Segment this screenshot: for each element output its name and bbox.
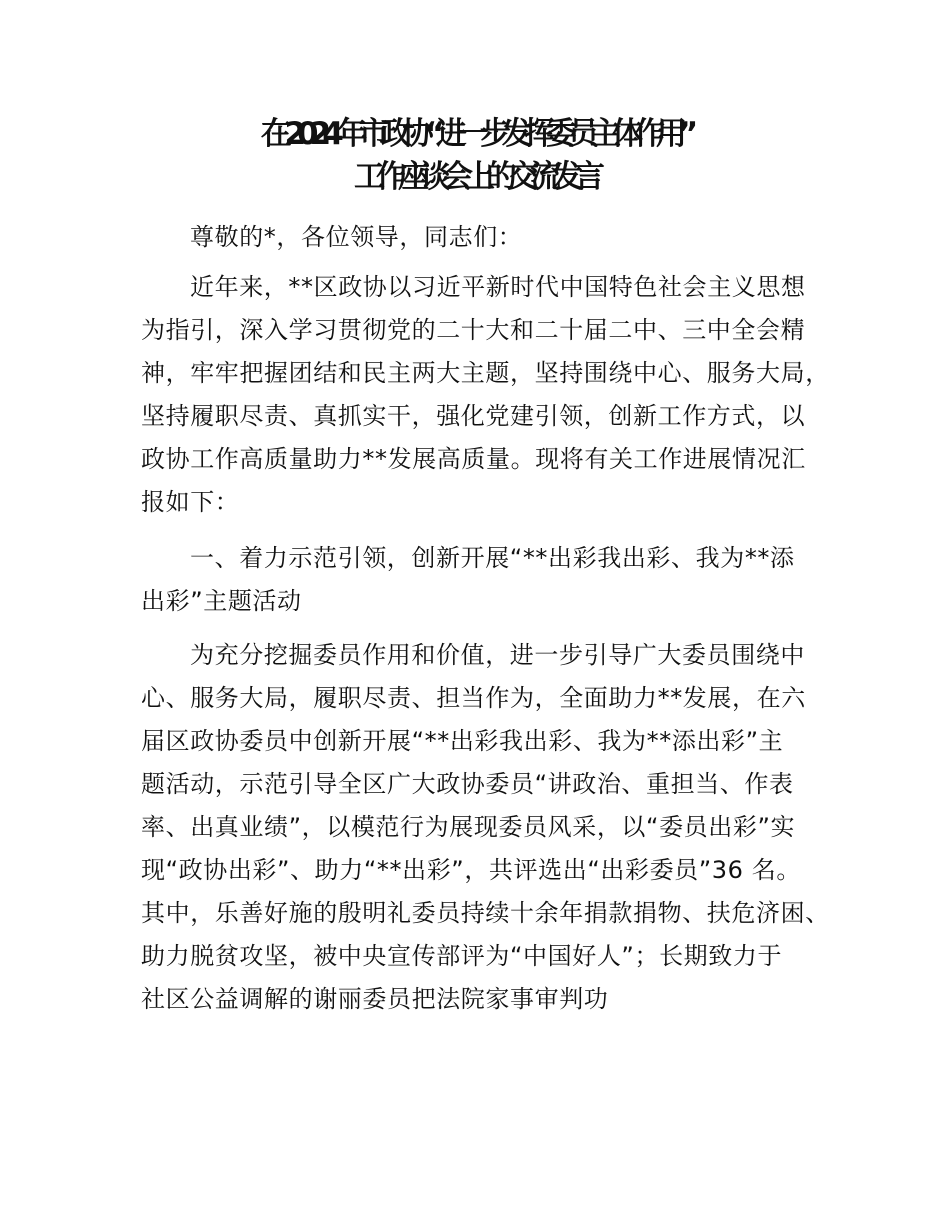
paragraph-2-line: 现“政协出彩”、助力“**出彩”，共评选出“出彩委员”36 名。: [141, 856, 801, 884]
section-heading-line: 出彩”主题活动: [141, 587, 302, 615]
paragraph-1-line: 坚持履职尽责、真抓实干，强化党建引领，创新工作方式，以: [141, 402, 806, 430]
paragraph-1-line: 近年来，**区政协以习近平新时代中国特色社会主义思想: [190, 273, 806, 301]
document-title-line-2: 工作座谈会上的交流发言: [354, 159, 596, 195]
paragraph-2-line: 心、服务大局，履职尽责、担当作为，全面助力**发展，在六: [141, 684, 806, 712]
paragraph-2-line: 其中，乐善好施的殷明礼委员持续十余年捐款捐物、扶危济困、: [141, 899, 830, 927]
paragraph-2-line: 题活动，示范引导全区广大政协委员“讲政治、重担当、作表: [141, 770, 794, 798]
paragraph-2-line: 助力脱贫攻坚，被中央宣传部评为“中国好人”；长期致力于: [141, 942, 783, 970]
paragraph-2-line: 为充分挖掘委员作用和价值，进一步引导广大委员围绕中: [190, 641, 805, 669]
paragraph-2-line: 率、出真业绩”，以模范行为展现委员风采，以“委员出彩”实: [141, 813, 796, 841]
document-title-line-1: 在 2024 年市政协“进一步发挥委员主体作用”: [260, 116, 690, 152]
paragraph-1-line: 政协工作高质量助力**发展高质量。现将有关工作进展情况汇: [141, 445, 806, 473]
paragraph-1-line: 神，牢牢把握团结和民主两大主题，坚持围绕中心、服务大局，: [141, 359, 830, 387]
paragraph-2-line: 社区公益调解的谢丽委员把法院家事审判功: [141, 985, 609, 1013]
paragraph-1-line: 报如下：: [141, 488, 240, 516]
salutation: 尊敬的*，各位领导，同志们：: [190, 223, 523, 251]
section-heading-line: 一、着力示范引领，创新开展“**出彩我出彩、我为**添: [190, 544, 795, 572]
paragraph-2-line: 届区政协委员中创新开展“**出彩我出彩、我为**添出彩”主: [141, 727, 784, 755]
paragraph-1-line: 为指引，深入学习贯彻党的二十大和二十届二中、三中全会精: [141, 316, 806, 344]
